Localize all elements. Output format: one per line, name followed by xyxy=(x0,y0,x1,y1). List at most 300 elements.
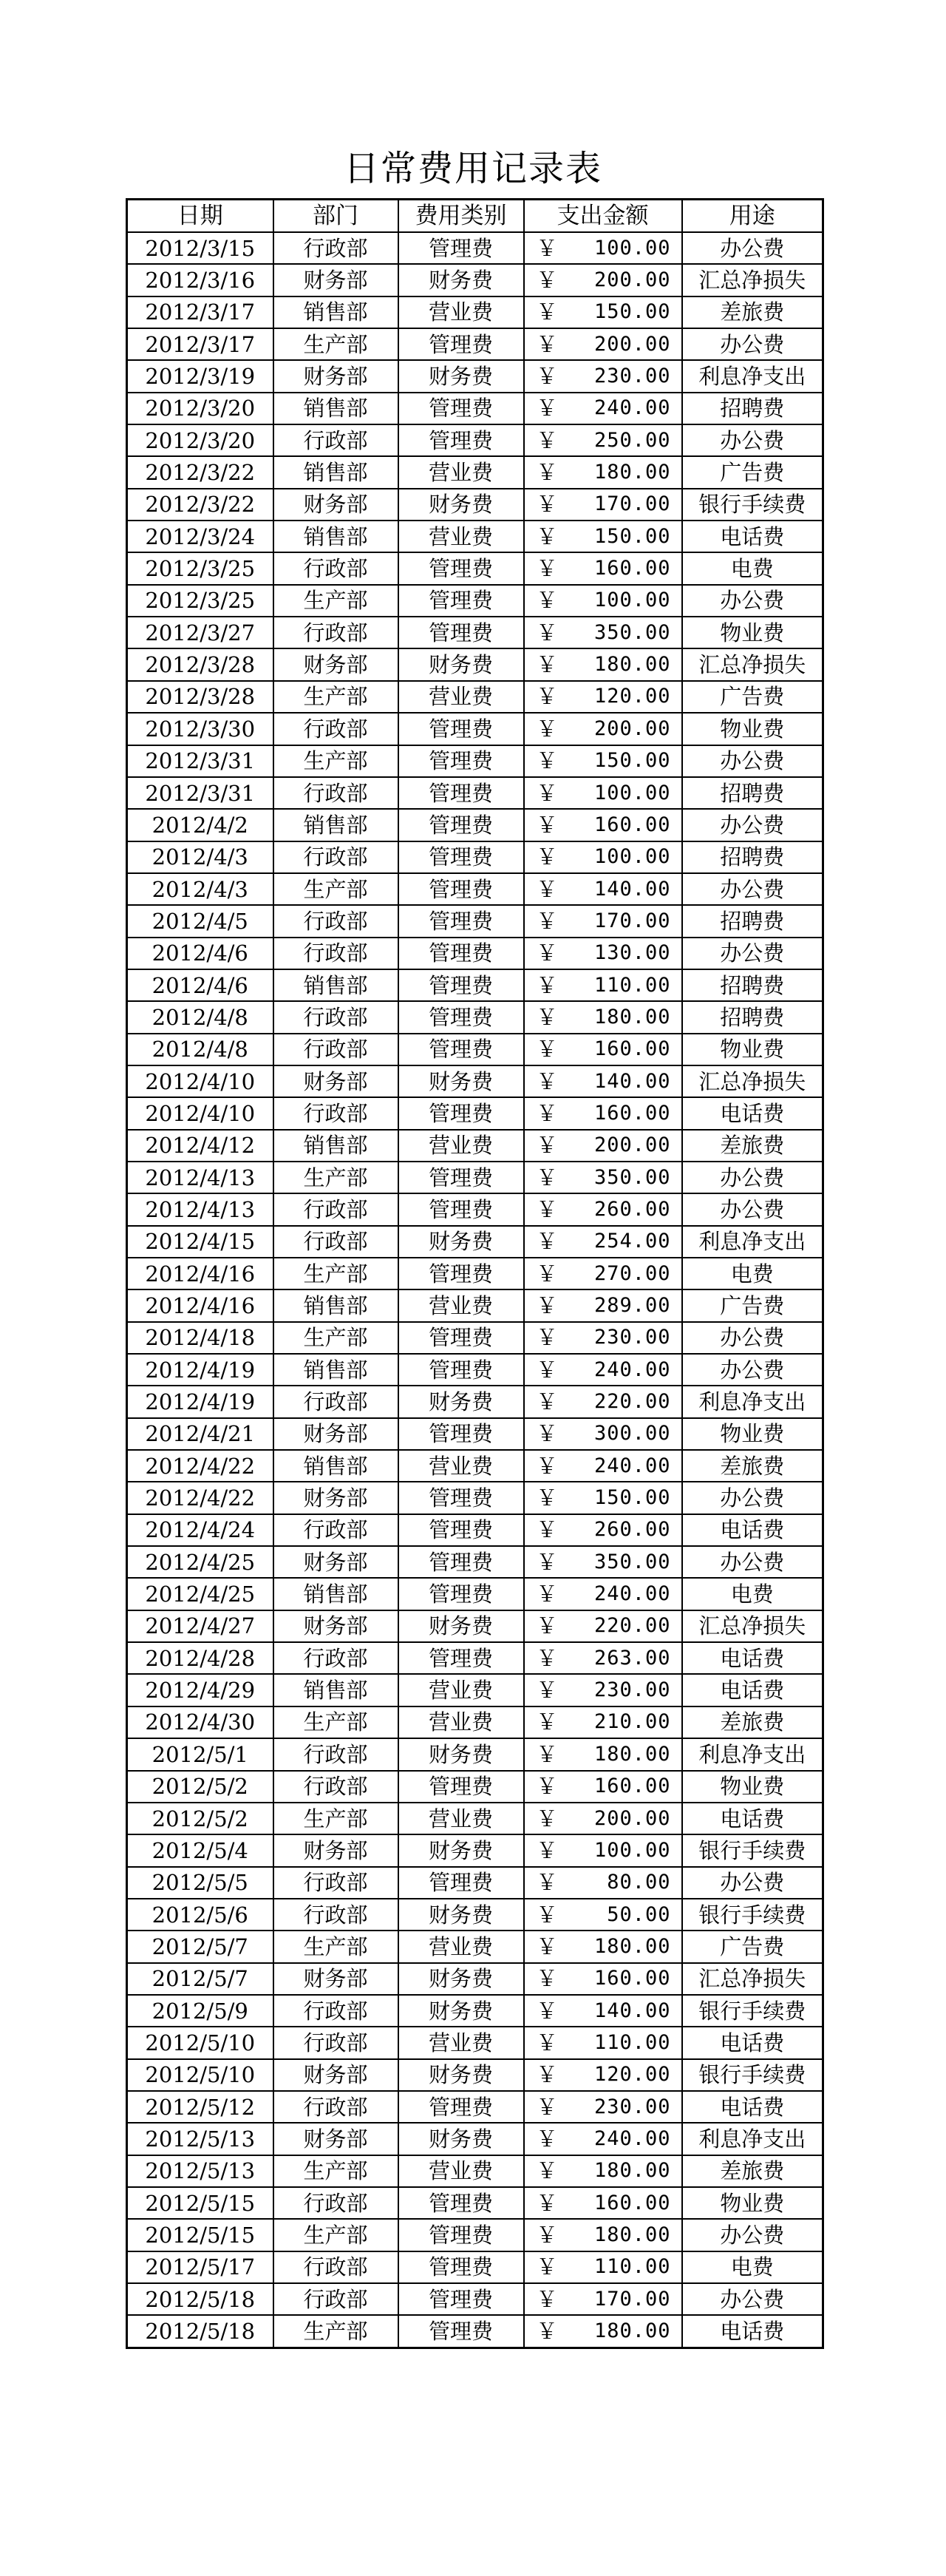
cell-dept[interactable]: 行政部 xyxy=(273,777,398,809)
cell-purpose[interactable]: 电话费 xyxy=(682,521,823,552)
cell-dept[interactable]: 行政部 xyxy=(273,1514,398,1546)
cell-category[interactable]: 管理费 xyxy=(398,1642,524,1674)
cell-date[interactable]: 2012/4/19 xyxy=(127,1386,273,1417)
cell-date[interactable]: 2012/4/22 xyxy=(127,1450,273,1482)
cell-date[interactable]: 2012/3/25 xyxy=(127,552,273,584)
cell-purpose[interactable]: 物业费 xyxy=(682,1034,823,1065)
cell-category[interactable]: 财务费 xyxy=(398,264,524,296)
cell-purpose[interactable]: 电话费 xyxy=(682,1674,823,1706)
cell-dept[interactable]: 销售部 xyxy=(273,393,398,424)
cell-category[interactable]: 管理费 xyxy=(398,873,524,905)
cell-amount[interactable] xyxy=(524,1803,682,1834)
cell-date[interactable]: 2012/5/17 xyxy=(127,2251,273,2283)
cell-dept[interactable]: 生产部 xyxy=(273,1258,398,1289)
cell-dept[interactable]: 行政部 xyxy=(273,1034,398,1065)
cell-purpose[interactable]: 物业费 xyxy=(682,1418,823,1450)
cell-dept[interactable]: 行政部 xyxy=(273,1738,398,1770)
cell-date[interactable]: 2012/3/25 xyxy=(127,585,273,617)
cell-category[interactable]: 管理费 xyxy=(398,713,524,745)
cell-purpose[interactable]: 银行手续费 xyxy=(682,489,823,521)
cell-amount[interactable] xyxy=(524,2283,682,2315)
cell-category[interactable]: 管理费 xyxy=(398,938,524,969)
cell-category[interactable]: 财务费 xyxy=(398,2123,524,2155)
cell-date[interactable]: 2012/4/22 xyxy=(127,1482,273,1514)
cell-purpose[interactable]: 利息净支出 xyxy=(682,1386,823,1417)
cell-date[interactable]: 2012/5/2 xyxy=(127,1803,273,1834)
cell-purpose[interactable]: 电费 xyxy=(682,2251,823,2283)
cell-date[interactable]: 2012/3/30 xyxy=(127,713,273,745)
cell-amount[interactable] xyxy=(524,1738,682,1770)
cell-date[interactable]: 2012/5/9 xyxy=(127,1995,273,2027)
cell-dept[interactable]: 生产部 xyxy=(273,1803,398,1834)
cell-purpose[interactable]: 利息净支出 xyxy=(682,1738,823,1770)
cell-dept[interactable]: 销售部 xyxy=(273,1130,398,1162)
cell-amount[interactable] xyxy=(524,2027,682,2058)
cell-amount[interactable] xyxy=(524,2187,682,2219)
cell-amount[interactable] xyxy=(524,2059,682,2091)
cell-date[interactable]: 2012/4/24 xyxy=(127,1514,273,1546)
cell-purpose[interactable]: 电费 xyxy=(682,1578,823,1610)
cell-date[interactable]: 2012/4/16 xyxy=(127,1258,273,1289)
cell-purpose[interactable]: 办公费 xyxy=(682,1482,823,1514)
cell-category[interactable]: 管理费 xyxy=(398,1258,524,1289)
cell-dept[interactable]: 行政部 xyxy=(273,1097,398,1129)
cell-purpose[interactable]: 物业费 xyxy=(682,1771,823,1803)
cell-purpose[interactable]: 差旅费 xyxy=(682,1706,823,1738)
cell-category[interactable]: 财务费 xyxy=(398,489,524,521)
cell-date[interactable]: 2012/3/15 xyxy=(127,232,273,264)
cell-category[interactable]: 管理费 xyxy=(398,809,524,841)
cell-date[interactable]: 2012/5/18 xyxy=(127,2283,273,2315)
cell-purpose[interactable]: 物业费 xyxy=(682,2187,823,2219)
cell-category[interactable]: 营业费 xyxy=(398,1931,524,1962)
cell-amount[interactable] xyxy=(524,1706,682,1738)
header-date[interactable]: 日期 xyxy=(127,200,273,233)
cell-dept[interactable]: 行政部 xyxy=(273,1899,398,1931)
cell-date[interactable]: 2012/3/31 xyxy=(127,745,273,777)
cell-category[interactable]: 营业费 xyxy=(398,1130,524,1162)
cell-category[interactable]: 营业费 xyxy=(398,1289,524,1321)
cell-dept[interactable]: 生产部 xyxy=(273,1706,398,1738)
cell-category[interactable]: 管理费 xyxy=(398,745,524,777)
cell-date[interactable]: 2012/4/6 xyxy=(127,938,273,969)
cell-purpose[interactable]: 电话费 xyxy=(682,1097,823,1129)
cell-category[interactable]: 营业费 xyxy=(398,521,524,552)
cell-amount[interactable] xyxy=(524,1065,682,1097)
cell-amount[interactable] xyxy=(524,873,682,905)
cell-amount[interactable] xyxy=(524,1386,682,1417)
cell-category[interactable]: 营业费 xyxy=(398,1803,524,1834)
cell-category[interactable]: 财务费 xyxy=(398,1963,524,1995)
cell-amount[interactable] xyxy=(524,681,682,713)
cell-category[interactable]: 管理费 xyxy=(398,2219,524,2251)
cell-purpose[interactable]: 办公费 xyxy=(682,424,823,456)
cell-category[interactable]: 管理费 xyxy=(398,1514,524,1546)
cell-dept[interactable]: 行政部 xyxy=(273,1193,398,1225)
cell-purpose[interactable]: 办公费 xyxy=(682,1193,823,1225)
cell-date[interactable]: 2012/4/27 xyxy=(127,1610,273,1642)
cell-dept[interactable]: 生产部 xyxy=(273,2155,398,2187)
cell-date[interactable]: 2012/3/22 xyxy=(127,456,273,488)
cell-purpose[interactable]: 电话费 xyxy=(682,2027,823,2058)
cell-amount[interactable] xyxy=(524,232,682,264)
cell-category[interactable]: 财务费 xyxy=(398,648,524,680)
cell-category[interactable]: 管理费 xyxy=(398,1034,524,1065)
cell-amount[interactable] xyxy=(524,1963,682,1995)
cell-date[interactable]: 2012/5/1 xyxy=(127,1738,273,1770)
cell-purpose[interactable]: 办公费 xyxy=(682,2219,823,2251)
cell-purpose[interactable]: 差旅费 xyxy=(682,296,823,328)
cell-date[interactable]: 2012/5/10 xyxy=(127,2059,273,2091)
cell-dept[interactable]: 生产部 xyxy=(273,328,398,360)
cell-dept[interactable]: 销售部 xyxy=(273,521,398,552)
cell-date[interactable]: 2012/3/28 xyxy=(127,681,273,713)
cell-amount[interactable] xyxy=(524,1867,682,1899)
cell-date[interactable]: 2012/5/7 xyxy=(127,1931,273,1962)
cell-dept[interactable]: 财务部 xyxy=(273,648,398,680)
cell-date[interactable]: 2012/4/12 xyxy=(127,1130,273,1162)
cell-dept[interactable]: 行政部 xyxy=(273,2027,398,2058)
cell-purpose[interactable]: 电费 xyxy=(682,1258,823,1289)
cell-dept[interactable]: 行政部 xyxy=(273,617,398,648)
cell-amount[interactable] xyxy=(524,2219,682,2251)
cell-category[interactable]: 财务费 xyxy=(398,1995,524,2027)
cell-date[interactable]: 2012/4/6 xyxy=(127,969,273,1001)
cell-amount[interactable] xyxy=(524,1771,682,1803)
cell-category[interactable]: 财务费 xyxy=(398,1226,524,1258)
cell-dept[interactable]: 财务部 xyxy=(273,264,398,296)
cell-date[interactable]: 2012/4/10 xyxy=(127,1097,273,1129)
cell-amount[interactable] xyxy=(524,745,682,777)
cell-category[interactable]: 管理费 xyxy=(398,552,524,584)
cell-dept[interactable]: 销售部 xyxy=(273,296,398,328)
cell-date[interactable]: 2012/4/28 xyxy=(127,1642,273,1674)
cell-amount[interactable] xyxy=(524,969,682,1001)
cell-category[interactable]: 营业费 xyxy=(398,2027,524,2058)
cell-date[interactable]: 2012/4/8 xyxy=(127,1001,273,1033)
cell-purpose[interactable]: 招聘费 xyxy=(682,1001,823,1033)
cell-dept[interactable]: 财务部 xyxy=(273,360,398,392)
cell-dept[interactable]: 行政部 xyxy=(273,552,398,584)
cell-purpose[interactable]: 办公费 xyxy=(682,1546,823,1578)
cell-category[interactable]: 管理费 xyxy=(398,1162,524,1193)
cell-dept[interactable]: 行政部 xyxy=(273,2283,398,2315)
cell-dept[interactable]: 行政部 xyxy=(273,841,398,873)
cell-purpose[interactable]: 办公费 xyxy=(682,938,823,969)
cell-amount[interactable] xyxy=(524,1674,682,1706)
cell-purpose[interactable]: 银行手续费 xyxy=(682,1995,823,2027)
cell-purpose[interactable]: 物业费 xyxy=(682,617,823,648)
header-category[interactable]: 费用类别 xyxy=(398,200,524,233)
cell-amount[interactable] xyxy=(524,1546,682,1578)
cell-date[interactable]: 2012/3/16 xyxy=(127,264,273,296)
cell-amount[interactable] xyxy=(524,777,682,809)
cell-amount[interactable] xyxy=(524,1097,682,1129)
cell-category[interactable]: 管理费 xyxy=(398,585,524,617)
cell-dept[interactable]: 生产部 xyxy=(273,745,398,777)
cell-amount[interactable] xyxy=(524,2251,682,2283)
cell-dept[interactable]: 生产部 xyxy=(273,585,398,617)
cell-amount[interactable] xyxy=(524,360,682,392)
cell-date[interactable]: 2012/3/17 xyxy=(127,296,273,328)
cell-purpose[interactable]: 差旅费 xyxy=(682,1130,823,1162)
cell-purpose[interactable]: 办公费 xyxy=(682,232,823,264)
cell-date[interactable]: 2012/5/7 xyxy=(127,1963,273,1995)
cell-purpose[interactable]: 电费 xyxy=(682,552,823,584)
cell-amount[interactable] xyxy=(524,424,682,456)
cell-amount[interactable] xyxy=(524,393,682,424)
cell-amount[interactable] xyxy=(524,2123,682,2155)
cell-category[interactable]: 财务费 xyxy=(398,1899,524,1931)
cell-category[interactable]: 管理费 xyxy=(398,2187,524,2219)
cell-amount[interactable] xyxy=(524,521,682,552)
cell-category[interactable]: 财务费 xyxy=(398,1065,524,1097)
cell-purpose[interactable]: 银行手续费 xyxy=(682,1899,823,1931)
cell-date[interactable]: 2012/3/22 xyxy=(127,489,273,521)
cell-purpose[interactable]: 办公费 xyxy=(682,1354,823,1386)
cell-purpose[interactable]: 招聘费 xyxy=(682,393,823,424)
cell-amount[interactable] xyxy=(524,2315,682,2348)
cell-category[interactable]: 营业费 xyxy=(398,296,524,328)
cell-category[interactable]: 财务费 xyxy=(398,2059,524,2091)
cell-date[interactable]: 2012/5/5 xyxy=(127,1867,273,1899)
cell-purpose[interactable]: 利息净支出 xyxy=(682,360,823,392)
cell-purpose[interactable]: 办公费 xyxy=(682,873,823,905)
cell-dept[interactable]: 生产部 xyxy=(273,681,398,713)
cell-amount[interactable] xyxy=(524,617,682,648)
cell-purpose[interactable]: 电话费 xyxy=(682,1642,823,1674)
cell-category[interactable]: 管理费 xyxy=(398,841,524,873)
cell-amount[interactable] xyxy=(524,489,682,521)
cell-amount[interactable] xyxy=(524,648,682,680)
cell-date[interactable]: 2012/5/6 xyxy=(127,1899,273,1931)
cell-date[interactable]: 2012/4/13 xyxy=(127,1162,273,1193)
cell-category[interactable]: 管理费 xyxy=(398,1354,524,1386)
cell-amount[interactable] xyxy=(524,1226,682,1258)
cell-category[interactable]: 管理费 xyxy=(398,1322,524,1354)
cell-purpose[interactable]: 广告费 xyxy=(682,456,823,488)
cell-purpose[interactable]: 广告费 xyxy=(682,1289,823,1321)
cell-dept[interactable]: 财务部 xyxy=(273,2059,398,2091)
cell-amount[interactable] xyxy=(524,1610,682,1642)
cell-category[interactable]: 财务费 xyxy=(398,360,524,392)
cell-amount[interactable] xyxy=(524,552,682,584)
cell-date[interactable]: 2012/4/8 xyxy=(127,1034,273,1065)
cell-dept[interactable]: 行政部 xyxy=(273,424,398,456)
cell-dept[interactable]: 销售部 xyxy=(273,456,398,488)
cell-dept[interactable]: 销售部 xyxy=(273,1578,398,1610)
cell-date[interactable]: 2012/3/24 xyxy=(127,521,273,552)
cell-purpose[interactable]: 招聘费 xyxy=(682,969,823,1001)
cell-category[interactable]: 管理费 xyxy=(398,905,524,937)
cell-dept[interactable]: 销售部 xyxy=(273,1450,398,1482)
cell-amount[interactable] xyxy=(524,1354,682,1386)
cell-category[interactable]: 管理费 xyxy=(398,1097,524,1129)
cell-category[interactable]: 管理费 xyxy=(398,328,524,360)
cell-category[interactable]: 管理费 xyxy=(398,777,524,809)
header-amount[interactable]: 支出金额 xyxy=(524,200,682,233)
cell-date[interactable]: 2012/4/2 xyxy=(127,809,273,841)
cell-date[interactable]: 2012/3/27 xyxy=(127,617,273,648)
cell-dept[interactable]: 行政部 xyxy=(273,1226,398,1258)
cell-date[interactable]: 2012/3/17 xyxy=(127,328,273,360)
cell-dept[interactable]: 生产部 xyxy=(273,1322,398,1354)
cell-dept[interactable]: 行政部 xyxy=(273,232,398,264)
cell-purpose[interactable]: 银行手续费 xyxy=(682,2059,823,2091)
cell-dept[interactable]: 行政部 xyxy=(273,2091,398,2123)
cell-amount[interactable] xyxy=(524,1001,682,1033)
cell-amount[interactable] xyxy=(524,1322,682,1354)
cell-category[interactable]: 财务费 xyxy=(398,1386,524,1417)
cell-category[interactable]: 管理费 xyxy=(398,2315,524,2348)
cell-date[interactable]: 2012/4/5 xyxy=(127,905,273,937)
cell-dept[interactable]: 行政部 xyxy=(273,1642,398,1674)
cell-dept[interactable]: 销售部 xyxy=(273,1289,398,1321)
cell-category[interactable]: 财务费 xyxy=(398,1834,524,1866)
cell-amount[interactable] xyxy=(524,296,682,328)
cell-amount[interactable] xyxy=(524,1289,682,1321)
cell-dept[interactable]: 行政部 xyxy=(273,1867,398,1899)
cell-purpose[interactable]: 办公费 xyxy=(682,745,823,777)
cell-category[interactable]: 管理费 xyxy=(398,1867,524,1899)
cell-purpose[interactable]: 电话费 xyxy=(682,2091,823,2123)
cell-amount[interactable] xyxy=(524,1578,682,1610)
cell-date[interactable]: 2012/3/28 xyxy=(127,648,273,680)
cell-date[interactable]: 2012/3/20 xyxy=(127,424,273,456)
cell-dept[interactable]: 生产部 xyxy=(273,2219,398,2251)
cell-dept[interactable]: 行政部 xyxy=(273,905,398,937)
cell-category[interactable]: 管理费 xyxy=(398,1482,524,1514)
cell-amount[interactable] xyxy=(524,809,682,841)
cell-date[interactable]: 2012/5/2 xyxy=(127,1771,273,1803)
cell-purpose[interactable]: 差旅费 xyxy=(682,2155,823,2187)
cell-date[interactable]: 2012/4/15 xyxy=(127,1226,273,1258)
cell-amount[interactable] xyxy=(524,1899,682,1931)
cell-amount[interactable] xyxy=(524,1514,682,1546)
cell-date[interactable]: 2012/4/25 xyxy=(127,1578,273,1610)
cell-purpose[interactable]: 办公费 xyxy=(682,1867,823,1899)
cell-purpose[interactable]: 招聘费 xyxy=(682,905,823,937)
cell-category[interactable]: 营业费 xyxy=(398,2155,524,2187)
cell-purpose[interactable]: 差旅费 xyxy=(682,1450,823,1482)
cell-amount[interactable] xyxy=(524,1193,682,1225)
cell-purpose[interactable]: 办公费 xyxy=(682,1322,823,1354)
cell-category[interactable]: 管理费 xyxy=(398,232,524,264)
cell-category[interactable]: 管理费 xyxy=(398,2251,524,2283)
cell-dept[interactable]: 行政部 xyxy=(273,1001,398,1033)
cell-amount[interactable] xyxy=(524,841,682,873)
cell-category[interactable]: 营业费 xyxy=(398,456,524,488)
cell-date[interactable]: 2012/4/18 xyxy=(127,1322,273,1354)
cell-category[interactable]: 营业费 xyxy=(398,1706,524,1738)
cell-date[interactable]: 2012/5/10 xyxy=(127,2027,273,2058)
cell-date[interactable]: 2012/5/4 xyxy=(127,1834,273,1866)
cell-date[interactable]: 2012/4/10 xyxy=(127,1065,273,1097)
cell-date[interactable]: 2012/3/20 xyxy=(127,393,273,424)
cell-dept[interactable]: 销售部 xyxy=(273,809,398,841)
cell-purpose[interactable]: 广告费 xyxy=(682,681,823,713)
cell-amount[interactable] xyxy=(524,1450,682,1482)
cell-dept[interactable]: 财务部 xyxy=(273,1834,398,1866)
cell-dept[interactable]: 行政部 xyxy=(273,1995,398,2027)
cell-category[interactable]: 管理费 xyxy=(398,969,524,1001)
cell-category[interactable]: 管理费 xyxy=(398,1578,524,1610)
cell-category[interactable]: 管理费 xyxy=(398,2283,524,2315)
cell-amount[interactable] xyxy=(524,1482,682,1514)
cell-purpose[interactable]: 汇总净损失 xyxy=(682,264,823,296)
cell-category[interactable]: 财务费 xyxy=(398,1738,524,1770)
cell-purpose[interactable]: 办公费 xyxy=(682,2283,823,2315)
cell-dept[interactable]: 行政部 xyxy=(273,938,398,969)
cell-date[interactable]: 2012/5/12 xyxy=(127,2091,273,2123)
cell-dept[interactable]: 销售部 xyxy=(273,969,398,1001)
cell-date[interactable]: 2012/4/29 xyxy=(127,1674,273,1706)
cell-dept[interactable]: 财务部 xyxy=(273,1482,398,1514)
cell-purpose[interactable]: 办公费 xyxy=(682,809,823,841)
cell-date[interactable]: 2012/4/16 xyxy=(127,1289,273,1321)
cell-category[interactable]: 营业费 xyxy=(398,681,524,713)
cell-purpose[interactable]: 电话费 xyxy=(682,1803,823,1834)
cell-dept[interactable]: 财务部 xyxy=(273,2123,398,2155)
cell-purpose[interactable]: 办公费 xyxy=(682,585,823,617)
cell-dept[interactable]: 销售部 xyxy=(273,1354,398,1386)
cell-date[interactable]: 2012/5/13 xyxy=(127,2123,273,2155)
cell-amount[interactable] xyxy=(524,2155,682,2187)
cell-dept[interactable]: 财务部 xyxy=(273,489,398,521)
cell-category[interactable]: 营业费 xyxy=(398,1674,524,1706)
cell-category[interactable]: 财务费 xyxy=(398,1610,524,1642)
cell-purpose[interactable]: 电话费 xyxy=(682,1514,823,1546)
cell-purpose[interactable]: 银行手续费 xyxy=(682,1834,823,1866)
cell-amount[interactable] xyxy=(524,1834,682,1866)
cell-category[interactable]: 管理费 xyxy=(398,424,524,456)
cell-amount[interactable] xyxy=(524,1642,682,1674)
cell-date[interactable]: 2012/5/18 xyxy=(127,2315,273,2348)
cell-purpose[interactable]: 利息净支出 xyxy=(682,2123,823,2155)
cell-dept[interactable]: 行政部 xyxy=(273,2187,398,2219)
cell-dept[interactable]: 财务部 xyxy=(273,1546,398,1578)
cell-category[interactable]: 管理费 xyxy=(398,1001,524,1033)
cell-amount[interactable] xyxy=(524,1258,682,1289)
cell-date[interactable]: 2012/4/3 xyxy=(127,873,273,905)
cell-category[interactable]: 管理费 xyxy=(398,393,524,424)
cell-dept[interactable]: 生产部 xyxy=(273,873,398,905)
cell-dept[interactable]: 行政部 xyxy=(273,1771,398,1803)
cell-purpose[interactable]: 电话费 xyxy=(682,2315,823,2348)
cell-amount[interactable] xyxy=(524,1931,682,1962)
cell-purpose[interactable]: 汇总净损失 xyxy=(682,1065,823,1097)
cell-amount[interactable] xyxy=(524,328,682,360)
cell-amount[interactable] xyxy=(524,2091,682,2123)
header-dept[interactable]: 部门 xyxy=(273,200,398,233)
cell-dept[interactable]: 行政部 xyxy=(273,1386,398,1417)
header-purpose[interactable]: 用途 xyxy=(682,200,823,233)
cell-dept[interactable]: 行政部 xyxy=(273,713,398,745)
cell-category[interactable]: 管理费 xyxy=(398,1546,524,1578)
cell-purpose[interactable]: 汇总净损失 xyxy=(682,1610,823,1642)
cell-purpose[interactable]: 办公费 xyxy=(682,328,823,360)
cell-date[interactable]: 2012/3/31 xyxy=(127,777,273,809)
cell-purpose[interactable]: 广告费 xyxy=(682,1931,823,1962)
cell-amount[interactable] xyxy=(524,938,682,969)
cell-date[interactable]: 2012/4/3 xyxy=(127,841,273,873)
cell-dept[interactable]: 财务部 xyxy=(273,1610,398,1642)
cell-date[interactable]: 2012/4/13 xyxy=(127,1193,273,1225)
cell-amount[interactable] xyxy=(524,1418,682,1450)
cell-purpose[interactable]: 招聘费 xyxy=(682,841,823,873)
cell-date[interactable]: 2012/5/13 xyxy=(127,2155,273,2187)
cell-date[interactable]: 2012/3/19 xyxy=(127,360,273,392)
